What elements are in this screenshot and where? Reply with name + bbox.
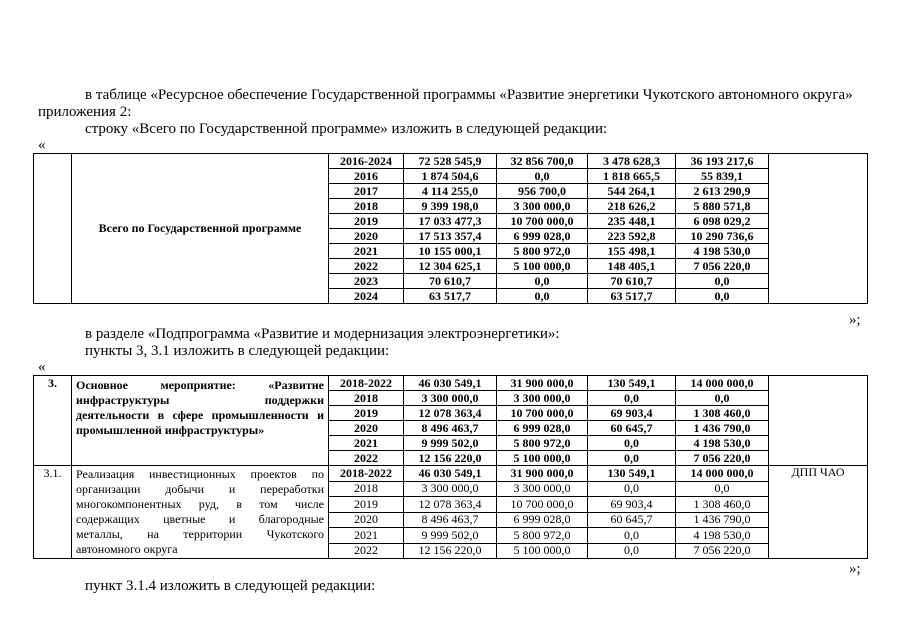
federal-cell: 956 700,0 <box>497 184 588 199</box>
item-3-name-line-1: Основное мероприятие: «Развитие <box>76 378 324 392</box>
total-cell: 1 874 504,6 <box>404 169 497 184</box>
federal-cell: 31 900 000,0 <box>497 466 588 482</box>
total-cell: 12 304 625,1 <box>404 259 497 274</box>
open-quote-2: « <box>38 359 46 375</box>
regional-cell: 130 549,1 <box>588 376 676 391</box>
other-cell: 0,0 <box>676 481 769 497</box>
year-cell: 2020 <box>329 421 404 436</box>
year-cell: 2022 <box>329 451 404 466</box>
year-cell: 2016-2024 <box>329 154 404 169</box>
year-cell: 2018-2022 <box>329 376 404 391</box>
regional-cell: 155 498,1 <box>588 244 676 259</box>
total-cell: 12 078 363,4 <box>404 497 497 513</box>
federal-cell: 3 300 000,0 <box>497 391 588 406</box>
other-cell: 14 000 000,0 <box>676 376 769 391</box>
total-cell: 72 528 545,9 <box>404 154 497 169</box>
year-cell: 2018 <box>329 199 404 214</box>
regional-cell: 0,0 <box>588 543 676 559</box>
table-row <box>34 154 868 169</box>
regional-cell: 0,0 <box>588 528 676 544</box>
item-3-name-line-4: промышленной инфраструктуры» <box>76 423 265 437</box>
other-cell: 4 198 530,0 <box>676 528 769 544</box>
other-cell: 7 056 220,0 <box>676 543 769 559</box>
close-quote-1: »; <box>849 312 861 328</box>
item-3-number: 3. <box>34 376 72 466</box>
other-cell: 55 839,1 <box>676 169 769 184</box>
year-cell: 2020 <box>329 229 404 244</box>
other-cell: 1 308 460,0 <box>676 497 769 513</box>
regional-cell: 218 626,2 <box>588 199 676 214</box>
total-cell: 46 030 549,1 <box>404 466 497 482</box>
item-3-name <box>72 376 329 466</box>
federal-cell: 10 700 000,0 <box>497 406 588 421</box>
year-cell: 2021 <box>329 244 404 259</box>
total-cell: 9 999 502,0 <box>404 528 497 544</box>
year-cell: 2018-2022 <box>329 466 404 482</box>
item-3-1-name-line-1: Реализация инвестиционных проектов по <box>76 467 324 481</box>
total-cell: 9 999 502,0 <box>404 436 497 451</box>
item-3-name-line-2: инфраструктуры поддержки <box>76 393 324 407</box>
middle-line-1: в разделе «Подпрограмма «Развитие и модернизация электроэнергетики»: <box>85 326 560 342</box>
year-cell: 2019 <box>329 406 404 421</box>
item-3-name-line-3: деятельности в сфере промышленности и <box>76 408 324 422</box>
other-cell: 5 880 571,8 <box>676 199 769 214</box>
federal-cell: 6 999 028,0 <box>497 229 588 244</box>
total-cell: 46 030 549,1 <box>404 376 497 391</box>
year-cell: 2019 <box>329 214 404 229</box>
total-cell: 9 399 198,0 <box>404 199 497 214</box>
year-cell: 2016 <box>329 169 404 184</box>
federal-cell: 10 700 000,0 <box>497 214 588 229</box>
regional-cell: 223 592,8 <box>588 229 676 244</box>
total-cell: 8 496 463,7 <box>404 512 497 528</box>
regional-cell: 0,0 <box>588 391 676 406</box>
federal-cell: 5 100 000,0 <box>497 259 588 274</box>
regional-cell: 70 610,7 <box>588 274 676 289</box>
other-cell: 10 290 736,6 <box>676 229 769 244</box>
intro-line-2: приложения 2: <box>38 104 132 120</box>
total-cell: 8 496 463,7 <box>404 421 497 436</box>
federal-cell: 6 999 028,0 <box>497 421 588 436</box>
empty-responsible-cell <box>769 154 868 304</box>
year-cell: 2022 <box>329 543 404 559</box>
year-cell: 2018 <box>329 391 404 406</box>
federal-cell: 5 800 972,0 <box>497 436 588 451</box>
regional-cell: 69 903,4 <box>588 406 676 421</box>
total-cell: 12 078 363,4 <box>404 406 497 421</box>
regional-cell: 235 448,1 <box>588 214 676 229</box>
regional-cell: 544 264,1 <box>588 184 676 199</box>
federal-cell: 6 999 028,0 <box>497 512 588 528</box>
item-3-1-responsible: ДПП ЧАО <box>769 466 868 559</box>
intro-line-1: в таблице «Ресурсное обеспечение Государственной программы «Развитие энергетики Чукотского автономного округа» <box>85 87 853 103</box>
year-cell: 2021 <box>329 436 404 451</box>
federal-cell: 32 856 700,0 <box>497 154 588 169</box>
regional-cell: 0,0 <box>588 481 676 497</box>
year-cell: 2020 <box>329 512 404 528</box>
item-3-1-name-line-6: автономного округа <box>76 542 178 556</box>
federal-cell: 0,0 <box>497 169 588 184</box>
other-cell: 36 193 217,6 <box>676 154 769 169</box>
other-cell: 7 056 220,0 <box>676 451 769 466</box>
year-cell: 2023 <box>329 274 404 289</box>
federal-cell: 5 100 000,0 <box>497 451 588 466</box>
other-cell: 14 000 000,0 <box>676 466 769 482</box>
regional-cell: 63 517,7 <box>588 289 676 304</box>
regional-cell: 0,0 <box>588 436 676 451</box>
total-cell: 63 517,7 <box>404 289 497 304</box>
total-cell: 3 300 000,0 <box>404 481 497 497</box>
total-cell: 10 155 000,1 <box>404 244 497 259</box>
other-cell: 0,0 <box>676 289 769 304</box>
close-quote-2: »; <box>849 561 861 577</box>
other-cell: 4 198 530,0 <box>676 244 769 259</box>
total-cell: 12 156 220,0 <box>404 451 497 466</box>
other-cell: 2 613 290,9 <box>676 184 769 199</box>
item-3-1-name-line-2: организации добычи и переработки <box>76 482 324 496</box>
item-3-1-name-line-5: металлы, на территории Чукотского <box>76 527 324 541</box>
regional-cell: 130 549,1 <box>588 466 676 482</box>
total-cell: 17 033 477,3 <box>404 214 497 229</box>
other-cell: 1 436 790,0 <box>676 421 769 436</box>
federal-cell: 3 300 000,0 <box>497 199 588 214</box>
year-cell: 2021 <box>329 528 404 544</box>
federal-cell: 3 300 000,0 <box>497 481 588 497</box>
year-cell: 2024 <box>329 289 404 304</box>
year-cell: 2019 <box>329 497 404 513</box>
regional-cell: 0,0 <box>588 451 676 466</box>
total-cell: 3 300 000,0 <box>404 391 497 406</box>
regional-cell: 60 645,7 <box>588 421 676 436</box>
total-cell: 17 513 357,4 <box>404 229 497 244</box>
year-cell: 2022 <box>329 259 404 274</box>
other-cell: 0,0 <box>676 274 769 289</box>
federal-cell: 5 800 972,0 <box>497 244 588 259</box>
intro-line-3: строку «Всего по Государственной программе» изложить в следующей редакции: <box>85 121 608 137</box>
federal-cell: 0,0 <box>497 274 588 289</box>
open-quote-1: « <box>38 137 46 153</box>
item-3-1-name <box>72 466 329 559</box>
regional-cell: 148 405,1 <box>588 259 676 274</box>
federal-cell: 0,0 <box>497 289 588 304</box>
total-program-table <box>33 153 868 304</box>
subprogram-items-table <box>33 375 868 559</box>
regional-cell: 1 818 665,5 <box>588 169 676 184</box>
item-3-responsible-cell <box>769 376 868 466</box>
other-cell: 4 198 530,0 <box>676 436 769 451</box>
total-cell: 12 156 220,0 <box>404 543 497 559</box>
item-3-1-name-line-3: многокомпонентных руд, в том числе <box>76 497 324 511</box>
federal-cell: 10 700 000,0 <box>497 497 588 513</box>
federal-cell: 31 900 000,0 <box>497 376 588 391</box>
item-3-1-number: 3.1. <box>34 466 72 559</box>
empty-number-cell <box>34 154 72 304</box>
item-3-1-name-line-4: содержащих цветные и благородные <box>76 512 324 526</box>
federal-cell: 5 100 000,0 <box>497 543 588 559</box>
other-cell: 0,0 <box>676 391 769 406</box>
other-cell: 7 056 220,0 <box>676 259 769 274</box>
table-row <box>34 376 868 391</box>
total-cell: 70 610,7 <box>404 274 497 289</box>
footer-line-1: пункт 3.1.4 изложить в следующей редакции: <box>85 578 376 594</box>
total-cell: 4 114 255,0 <box>404 184 497 199</box>
regional-cell: 69 903,4 <box>588 497 676 513</box>
year-cell: 2017 <box>329 184 404 199</box>
other-cell: 1 436 790,0 <box>676 512 769 528</box>
other-cell: 6 098 029,2 <box>676 214 769 229</box>
total-program-label: Всего по Государственной программе <box>72 154 329 304</box>
regional-cell: 3 478 628,3 <box>588 154 676 169</box>
regional-cell: 60 645,7 <box>588 512 676 528</box>
middle-line-2: пункты 3, 3.1 изложить в следующей редакции: <box>85 343 390 359</box>
year-cell: 2018 <box>329 481 404 497</box>
other-cell: 1 308 460,0 <box>676 406 769 421</box>
federal-cell: 5 800 972,0 <box>497 528 588 544</box>
table-row <box>34 466 868 482</box>
